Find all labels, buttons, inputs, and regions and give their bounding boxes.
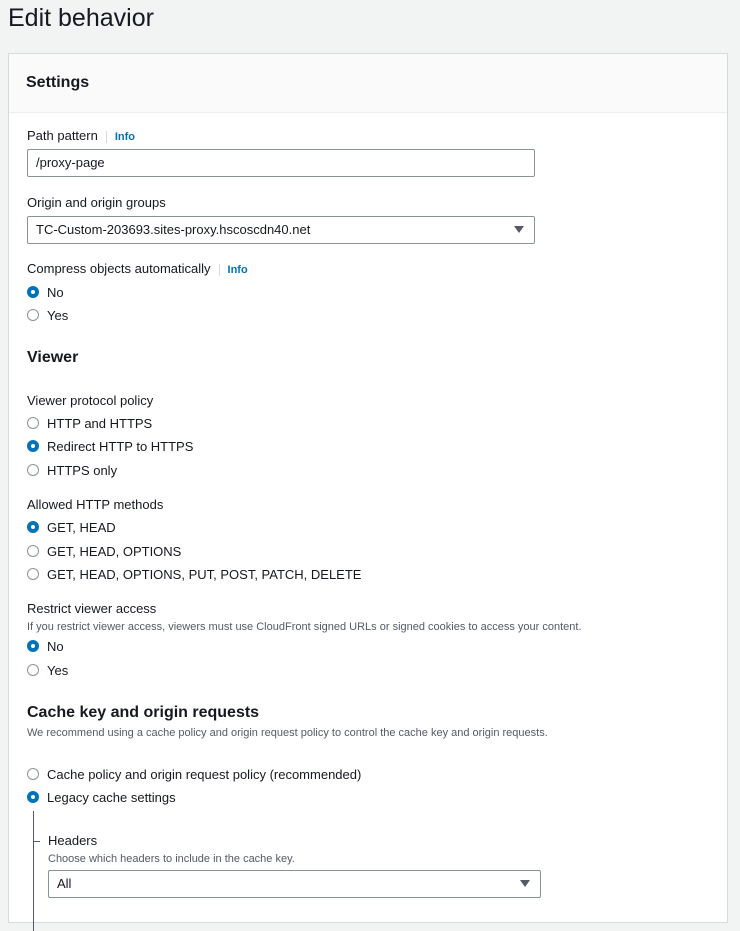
radio-label: No — [47, 285, 64, 300]
origin-value: TC-Custom-203693.sites-proxy.hscoscdn40.net — [36, 222, 311, 237]
headers-select[interactable] — [48, 870, 541, 898]
protocol-label: Viewer protocol policy — [27, 393, 154, 408]
label-text: Compress objects automatically — [27, 261, 211, 276]
radio-label: GET, HEAD, OPTIONS — [47, 544, 182, 559]
path-pattern-label — [27, 128, 135, 145]
cache-description: We recommend using a cache policy and origin request policy to control the cache key and origin requests. — [27, 727, 548, 739]
radio-icon — [27, 464, 39, 476]
radio-selected-icon — [27, 640, 39, 652]
info-link[interactable]: Info — [219, 264, 248, 276]
radio-selected-icon — [27, 791, 39, 803]
radio-icon — [27, 545, 39, 557]
methods-label: Allowed HTTP methods — [27, 497, 164, 512]
radio-label: GET, HEAD — [47, 520, 116, 535]
radio-label: HTTPS only — [47, 463, 118, 478]
cache-radio-policy[interactable] — [27, 767, 361, 783]
radio-label: Yes — [47, 663, 69, 678]
compress-label — [27, 261, 248, 278]
radio-label: GET, HEAD, OPTIONS, PUT, POST, PATCH, DELETE — [47, 567, 362, 582]
radio-icon — [27, 664, 39, 676]
info-link[interactable]: Info — [106, 131, 135, 143]
protocol-radio-redirect[interactable] — [27, 439, 193, 455]
restrict-label: Restrict viewer access — [27, 601, 157, 616]
radio-label: HTTP and HTTPS — [47, 416, 153, 431]
radio-selected-icon — [27, 440, 39, 452]
page-title: Edit behavior — [8, 4, 154, 32]
tree-tick — [33, 841, 40, 842]
settings-heading: Settings — [26, 74, 90, 91]
radio-icon — [27, 309, 39, 321]
protocol-radio-http-https[interactable] — [27, 416, 152, 432]
compress-radio-yes[interactable] — [27, 308, 68, 324]
cache-radio-legacy[interactable] — [27, 790, 176, 806]
viewer-heading: Viewer — [27, 349, 79, 366]
caret-down-icon — [514, 226, 524, 233]
restrict-description: If you restrict viewer access, viewers must use CloudFront signed URLs or signed cookies to access your content. — [27, 621, 582, 633]
headers-label: Headers — [48, 833, 98, 848]
settings-panel — [8, 53, 728, 923]
radio-label: Cache policy and origin request policy (recommended) — [47, 767, 362, 782]
methods-radio-all[interactable] — [27, 567, 361, 583]
radio-selected-icon — [27, 286, 39, 298]
restrict-radio-no[interactable] — [27, 639, 64, 655]
label-text: Path pattern — [27, 128, 98, 143]
origin-label: Origin and origin groups — [27, 195, 166, 210]
protocol-radio-https-only[interactable] — [27, 463, 117, 479]
radio-icon — [27, 417, 39, 429]
compress-radio-no[interactable] — [27, 285, 64, 301]
radio-label: Legacy cache settings — [47, 790, 176, 805]
radio-selected-icon — [27, 521, 39, 533]
path-pattern-input[interactable]: /proxy-page — [27, 149, 535, 177]
restrict-radio-yes[interactable] — [27, 663, 68, 679]
radio-label: Yes — [47, 308, 69, 323]
tree-line — [33, 811, 34, 931]
radio-icon — [27, 568, 39, 580]
origin-select[interactable] — [27, 216, 535, 244]
radio-icon — [27, 768, 39, 780]
caret-down-icon — [520, 880, 530, 887]
radio-label: Redirect HTTP to HTTPS — [47, 439, 194, 454]
methods-radio-options[interactable] — [27, 544, 181, 560]
cache-heading: Cache key and origin requests — [27, 704, 260, 721]
headers-description: Choose which headers to include in the cache key. — [48, 853, 295, 865]
radio-label: No — [47, 639, 64, 654]
methods-radio-get-head[interactable] — [27, 520, 116, 536]
headers-value: All — [57, 876, 72, 891]
panel-header — [9, 54, 727, 113]
